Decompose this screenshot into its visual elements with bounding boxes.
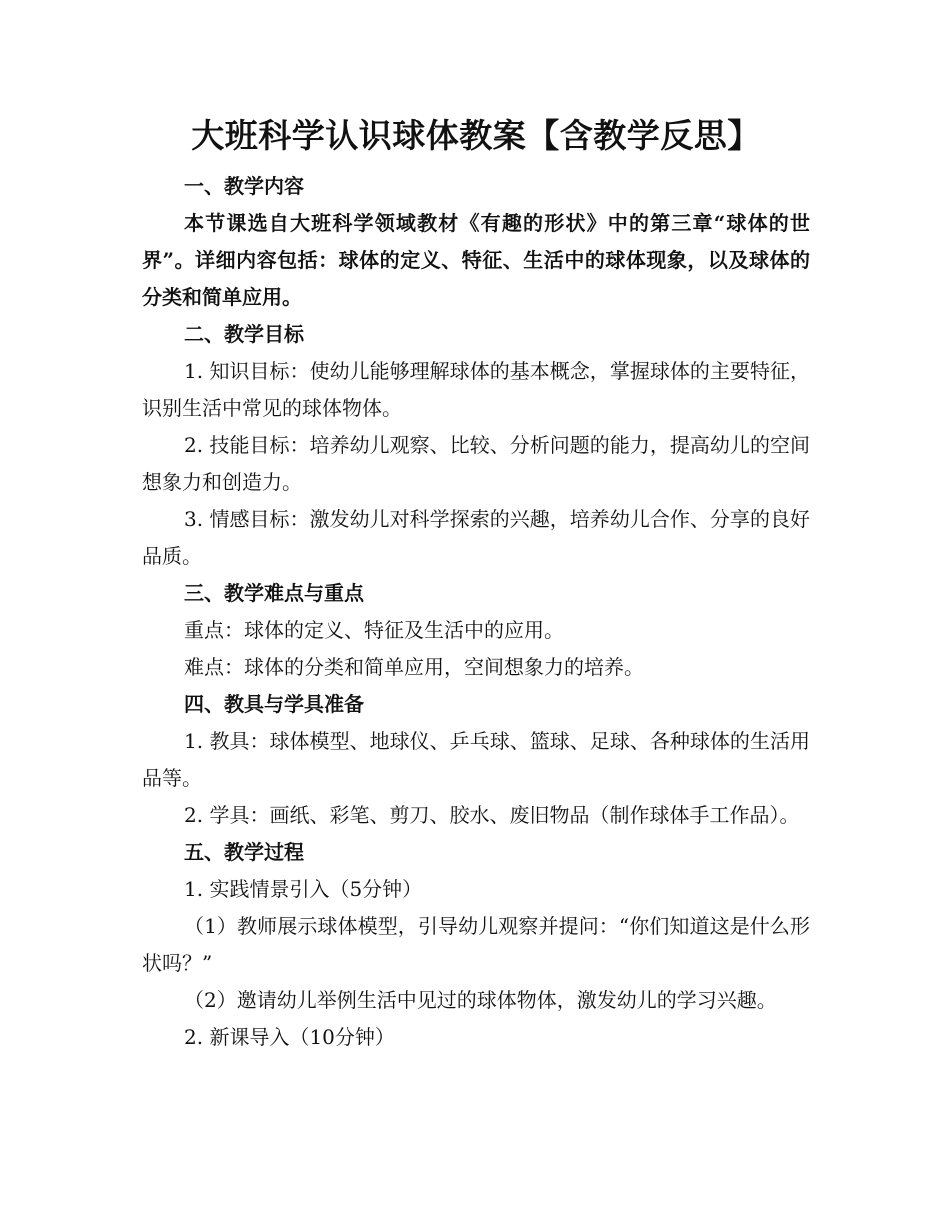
section-heading-process: 五、教学过程 — [184, 840, 304, 864]
section-heading-objectives: 二、教学目标 — [184, 322, 304, 346]
learning-materials: 2. 学具：画纸、彩笔、剪刀、胶水、废旧物品（制作球体手工作品）。 — [184, 803, 800, 827]
difficult-point: 难点：球体的分类和简单应用，空间想象力的培养。 — [184, 655, 644, 679]
document-page — [142, 108, 810, 1056]
document-title: 大班科学认识球体教案【含教学反思】 — [191, 116, 761, 155]
teaching-aids: 1. 教具：球体模型、地球仪、乒乓球、篮球、足球、各种球体的生活用品等。 — [142, 729, 810, 790]
process-step-1-item-1: （1）教师展示球体模型，引导幼儿观察并提问：“你们知道这是什么形状吗？” — [142, 914, 810, 975]
objective-skill: 2. 技能目标：培养幼儿观察、比较、分析问题的能力，提高幼儿的空间想象力和创造力。 — [142, 433, 810, 494]
content-paragraph: 本节课选自大班科学领域教材《有趣的形状》中的第三章“球体的世界”。详细内容包括：球体的定义、特征、生活中的球体现象，以及球体的分类和简单应用。 — [142, 211, 810, 309]
objective-knowledge: 1. 知识目标：使幼儿能够理解球体的基本概念，掌握球体的主要特征，识别生活中常见的球体物体。 — [142, 359, 810, 420]
section-heading-key-points: 三、教学难点与重点 — [184, 581, 364, 605]
process-step-1-item-2: （2）邀请幼儿举例生活中见过的球体物体，激发幼儿的学习兴趣。 — [184, 988, 777, 1012]
objective-emotion: 3. 情感目标：激发幼儿对科学探索的兴趣，培养幼儿合作、分享的良好品质。 — [142, 507, 810, 568]
key-point: 重点：球体的定义、特征及生活中的应用。 — [184, 618, 564, 642]
process-step-1: 1. 实践情景引入（5分钟） — [184, 877, 423, 901]
process-step-2: 2. 新课导入（10分钟） — [184, 1025, 395, 1049]
section-heading-content: 一、教学内容 — [184, 174, 304, 198]
section-heading-materials: 四、教具与学具准备 — [184, 692, 364, 716]
